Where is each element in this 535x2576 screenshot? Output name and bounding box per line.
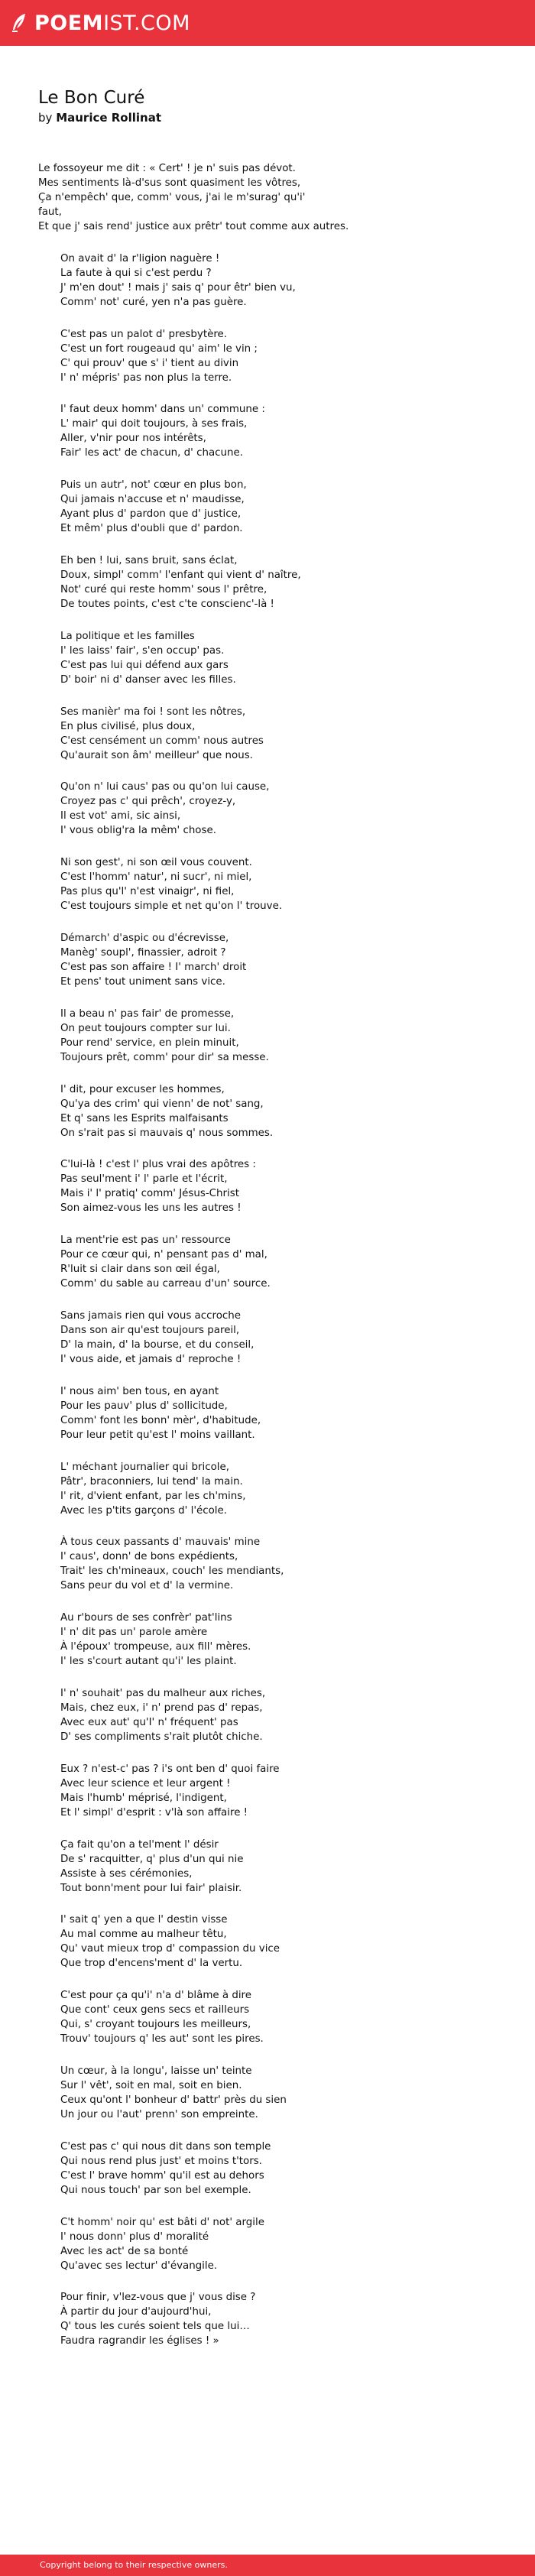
poem-line: L' mair' qui doit toujours, à ses frais, (60, 418, 248, 430)
poem-line: Qu'avec ses lectur' d'évangile. (60, 2260, 218, 2272)
poem-stanza (38, 931, 497, 989)
poem-line: Trait' les ch'mineaux, couch' les mendiants, (60, 1565, 284, 1578)
poem-line: Eh ben ! lui, sans bruit, sans éclat, (60, 554, 238, 566)
poem-line: On avait d' la r'ligion naguère ! (60, 252, 220, 264)
poem-line: Comm' du sable au carreau d'un' source. (60, 1278, 271, 1290)
poem-line: Qu'aurait son âm' meilleur' que nous. (60, 749, 253, 761)
poem-stanza (38, 1233, 497, 1291)
copyright-text: Copyright belong to their respective owners. (40, 2560, 228, 2570)
poem-stanza (38, 780, 497, 838)
poem-line: Croyez pas c' qui prêch', croyez-y, (60, 796, 236, 808)
poem-line: Mais, chez eux, i' n' prend pas d' repas, (60, 1702, 263, 1714)
poem-stanza (38, 1535, 497, 1593)
poem-line: Manèg' soupl', finassier, adroit ? (60, 946, 226, 959)
poem-line: Avec eux aut' qu'I' n' fréquent' pas (60, 1716, 238, 1728)
poem-line: Doux, simpl' comm' l'enfant qui vient d' naître, (60, 569, 301, 581)
logo-text-bold: POEM (34, 11, 104, 35)
poem-stanza (38, 2215, 497, 2273)
poem-stanza (38, 1838, 497, 1896)
poem-line: Qui jamais n'accuse et n' maudisse, (60, 494, 245, 506)
poem-title: Le Bon Curé (38, 88, 145, 108)
poem-line: La politique et les familles (60, 630, 195, 642)
poem-line: Et que j' sais rend' justice aux prêtr' tout comme aux autres. (38, 221, 349, 232)
poem-line: À tous ceux passants d' mauvais' mine (60, 1536, 261, 1549)
poem-stanza (38, 1611, 497, 1669)
poem-line: Qu' vaut mieux trop d' compassion du vice (60, 1943, 280, 1955)
poem-stanza (38, 1082, 497, 1140)
poem-line: Eux ? n'est-c' pas ? i's ont ben d' quoi faire (60, 1763, 280, 1775)
poem-line: C'est un fort rougeaud qu' aim' le vin ; (60, 342, 258, 355)
poem-line: I' rit, d'vient enfant, par les ch'mins, (60, 1490, 246, 1502)
poem-line: De s' racquitter, q' plus d'un qui nie (60, 1853, 244, 1865)
poem-line: À partir du jour d'aujourd'hui, (60, 2306, 212, 2318)
poem-line: L' méchant journalier qui bricole, (60, 1461, 229, 1473)
poem-line: Mais l'humb' méprisé, l'indigent, (60, 1792, 227, 1804)
poem-line: C't homm' noir qu' est bâti d' not' argile (60, 2216, 264, 2228)
poem-line: Fair' les act' de chacun, d' chacune. (60, 447, 244, 459)
logo-text (34, 13, 190, 34)
poem-line: I' n' dit pas un' parole amère (60, 1627, 208, 1639)
poem-line: Mais i' l' pratiq' comm' Jésus-Christ (60, 1188, 239, 1200)
poem-line: Toujours prêt, comm' pour dir' sa messe. (60, 1051, 269, 1063)
poem-stanza (38, 1460, 497, 1518)
poem-line: C'est pas son affaire ! I' march' droit (60, 961, 247, 973)
poem-line: Sans jamais rien qui vous accroche (60, 1309, 241, 1322)
poem-line: C'est censément un comm' nous autres (60, 735, 264, 747)
poem-line: D' la main, d' la bourse, et du conseil, (60, 1338, 255, 1351)
poem-line: Qui nous rend plus just' et moins t'tors. (60, 2155, 262, 2167)
poem-line: Faudra ragrandir les églises ! » (60, 2335, 219, 2347)
poem-line: Et q' sans les Esprits malfaisants (60, 1112, 229, 1124)
poem-line: I' caus', donn' de bons expédients, (60, 1551, 238, 1563)
poem-stanza (38, 1384, 497, 1442)
poem-line: C'est pas c' qui nous dit dans son temple (60, 2140, 271, 2153)
poem-line: D' ses compliments s'rait plutôt chiche. (60, 1731, 263, 1743)
poem-line: C'est toujours simple et net qu'on l' trouve. (60, 900, 283, 913)
poem-line: Et mêm' plus d'oubli que d' pardon. (60, 523, 243, 535)
poem-line: Q' tous les curés soient tels que lui… (60, 2321, 250, 2333)
site-footer (0, 2555, 535, 2576)
poem-line: C'lui-là ! c'est l' plus vrai des apôtres : (60, 1159, 256, 1171)
poem-stanza (38, 251, 497, 310)
poem-line: Pour ce cœur qui, n' pensant pas d' mal, (60, 1249, 268, 1261)
poem-line: Pour les pauv' plus d' sollicitude, (60, 1400, 228, 1412)
poem-line: Qui, s' croyant toujours les meilleurs, (60, 2019, 251, 2031)
poem-line: Ça n'empêch' que, comm' vous, j'ai le m'surag' qu'i' (38, 192, 306, 203)
poem-line: I' sait q' yen a que l' destin visse (60, 1914, 228, 1926)
poem-line: Pas plus qu'l' n'est vinaigr', ni fiel, (60, 886, 235, 898)
poem-line: La faute à qui si c'est perdu ? (60, 267, 212, 279)
poem-line: Puis un autr', not' cœur en plus bon, (60, 479, 247, 492)
poem-line: Il a beau n' pas fair' de promesse, (60, 1007, 235, 1020)
poem-line: I' n' souhait' pas du malheur aux riches, (60, 1687, 266, 1699)
poem-line: I' nous aim' ben tous, en ayant (60, 1385, 219, 1397)
poem-line: Qu'ya des crim' qui vienn' de not' sang, (60, 1098, 264, 1110)
poem-body (38, 161, 497, 2348)
poem-line: Comm' font les bonn' mèr', d'habitude, (60, 1414, 261, 1426)
quill-icon (11, 13, 28, 33)
poem-stanza (38, 161, 497, 234)
poem-line: Pour finir, v'lez-vous que j' vous dise ? (60, 2292, 256, 2304)
poem-line: Avec les p'tits garçons d' l'école. (60, 1504, 228, 1517)
poem-stanza (38, 2290, 497, 2348)
poem-line: Ayant plus d' pardon que d' justice, (60, 508, 242, 521)
poem-line: Et pens' tout uniment sans vice. (60, 975, 225, 988)
poem-stanza (38, 1007, 497, 1065)
poem-stanza (38, 855, 497, 913)
poem-line: Sur l' vêt', soit en mal, soit en bien. (60, 2079, 242, 2091)
poem-stanza (38, 1309, 497, 1367)
poem-line: Au r'bours de ses confrèr' pat'lins (60, 1612, 232, 1624)
poem-line: La ment'rie est pas un' ressource (60, 1234, 231, 1247)
poem-line: Et l' simpl' d'esprit : v'là son affaire ! (60, 1806, 248, 1818)
poem-line: Ses manièr' ma foi ! sont les nôtres, (60, 706, 246, 718)
author-link[interactable]: Maurice Rollinat (56, 111, 161, 125)
poem-line: C'est pour ça qu'i' n'a d' blâme à dire (60, 1990, 252, 2002)
poem-line: On peut toujours compter sur lui. (60, 1022, 231, 1034)
poem-stanza (38, 2140, 497, 2198)
poem-line: I' dit, pour excuser les hommes, (60, 1083, 225, 1095)
poem-line: C' qui prouv' que s' i' tient au divin (60, 357, 239, 369)
poem-line: C'est l'homm' natur', ni sucr', ni miel, (60, 871, 252, 884)
poem-line: Que cont' ceux gens secs et railleurs (60, 2004, 250, 2016)
poem-stanza (38, 478, 497, 536)
poem-line: Son aimez-vous les uns les autres ! (60, 1202, 242, 1215)
poem-line: J' m'en dout' ! mais j' sais q' pour êtr' bien vu, (60, 281, 296, 294)
poem-line: Un jour ou l'aut' prenn' son empreinte. (60, 2108, 258, 2120)
poem-line: I' vous oblig'ra la mêm' chose. (60, 825, 216, 837)
poem-line: On s'rait pas si mauvais q' nous sommes. (60, 1127, 274, 1139)
poem-stanza (38, 2064, 497, 2122)
poem-stanza (38, 553, 497, 612)
poem-line: Dans son air qu'est toujours pareil, (60, 1324, 240, 1336)
poem-line: C'est pas un palot d' presbytère. (60, 328, 228, 340)
poem-stanza (38, 629, 497, 687)
poem-line: I' les laiss' fair', s'en occup' pas. (60, 644, 225, 657)
poem-line: Mes sentiments là-d'sus sont quasiment les vôtres, (38, 177, 301, 189)
poem-line: Tout bonn'ment pour lui fair' plaisir. (60, 1882, 242, 1894)
site-header (0, 0, 535, 46)
poem-line: Not' curé qui reste homm' sous l' prêtre, (60, 583, 268, 595)
poem-stanza (38, 1913, 497, 1971)
poem-line: À l'époux' trompeuse, aux fill' mères. (60, 1641, 251, 1653)
poem-line: Sans peur du vol et d' la vermine. (60, 1580, 234, 1592)
poem-byline (38, 110, 497, 125)
poem-line: Assiste à ses cérémonies, (60, 1867, 193, 1880)
poem-line: Ni son gest', ni son œil vous couvent. (60, 857, 252, 869)
poem-line: Pour leur petit qu'est l' moins vaillant. (60, 1429, 255, 1441)
poem-line: Démarch' d'aspic ou d'écrevisse, (60, 932, 229, 944)
logo-text-light: IST.COM (103, 11, 190, 35)
poem-line: Au mal comme au malheur têtu, (60, 1929, 227, 1941)
poem-line: Avec les act' de sa bonté (60, 2245, 189, 2257)
poem-stanza (38, 1988, 497, 2046)
poem-stanza (38, 402, 497, 460)
by-label: by (38, 111, 53, 125)
poem-line: Qu'on n' lui caus' pas ou qu'on lui cause, (60, 781, 270, 793)
poem-line: I' nous donn' plus d' moralité (60, 2230, 209, 2243)
poem-line: Il est vot' ami, sic ainsi, (60, 810, 181, 822)
poem-stanza (38, 1157, 497, 1215)
poem-line: R'luit si clair dans son œil égal, (60, 1264, 220, 1276)
poem-stanza (38, 327, 497, 385)
poem-stanza (38, 705, 497, 763)
poem-line: Un cœur, à la longu', laisse un' teinte (60, 2065, 252, 2077)
poem-line: Pour rend' service, en plein minuit, (60, 1037, 239, 1049)
poem-line: I' n' mépris' pas non plus la terre. (60, 371, 232, 384)
poem-line: I' les s'court autant qu'i' les plaint. (60, 1656, 237, 1668)
site-logo[interactable] (11, 13, 190, 34)
poem-line: Qui nous touch' par son bel exemple. (60, 2184, 251, 2196)
poem-line: C'est l' brave homm' qu'il est au dehors (60, 2169, 264, 2182)
poem-line: Que trop d'encens'ment d' la vertu. (60, 1958, 243, 1970)
poem-line: Comm' not' curé, yen n'a pas guère. (60, 296, 247, 308)
poem-stanza (38, 1686, 497, 1744)
poem-line: D' boir' ni d' danser avec les filles. (60, 673, 236, 686)
poem-line: En plus civilisé, plus doux, (60, 720, 196, 732)
poem-line: I' vous aide, et jamais d' reproche ! (60, 1353, 242, 1365)
poem-stanza (38, 1762, 497, 1820)
poem-line: Ceux qu'ont l' bonheur d' battr' près du sien (60, 2094, 287, 2106)
poem-content (38, 87, 497, 2366)
poem-line: Pas seul'ment i' l' parle et l'écrit, (60, 1173, 228, 1186)
poem-line: Le fossoyeur me dit : « Cert' ! je n' suis pas dévot. (38, 163, 296, 174)
poem-line: De toutes points, c'est c'te conscienc'-là ! (60, 598, 274, 610)
poem-line: Pâtr', braconniers, lui tend' la main. (60, 1475, 243, 1488)
poem-line: C'est pas lui qui défend aux gars (60, 659, 229, 671)
poem-line: faut, (38, 206, 62, 218)
poem-line: I' faut deux homm' dans un' commune : (60, 404, 265, 416)
poem-line: Aller, v'nir pour nos intérêts, (60, 433, 206, 445)
poem-line: Trouv' toujours q' les aut' sont les pires. (60, 2033, 264, 2046)
poem-line: Ça fait qu'on a tel'ment l' désir (60, 1838, 219, 1851)
poem-line: Avec leur science et leur argent ! (60, 1777, 231, 1789)
